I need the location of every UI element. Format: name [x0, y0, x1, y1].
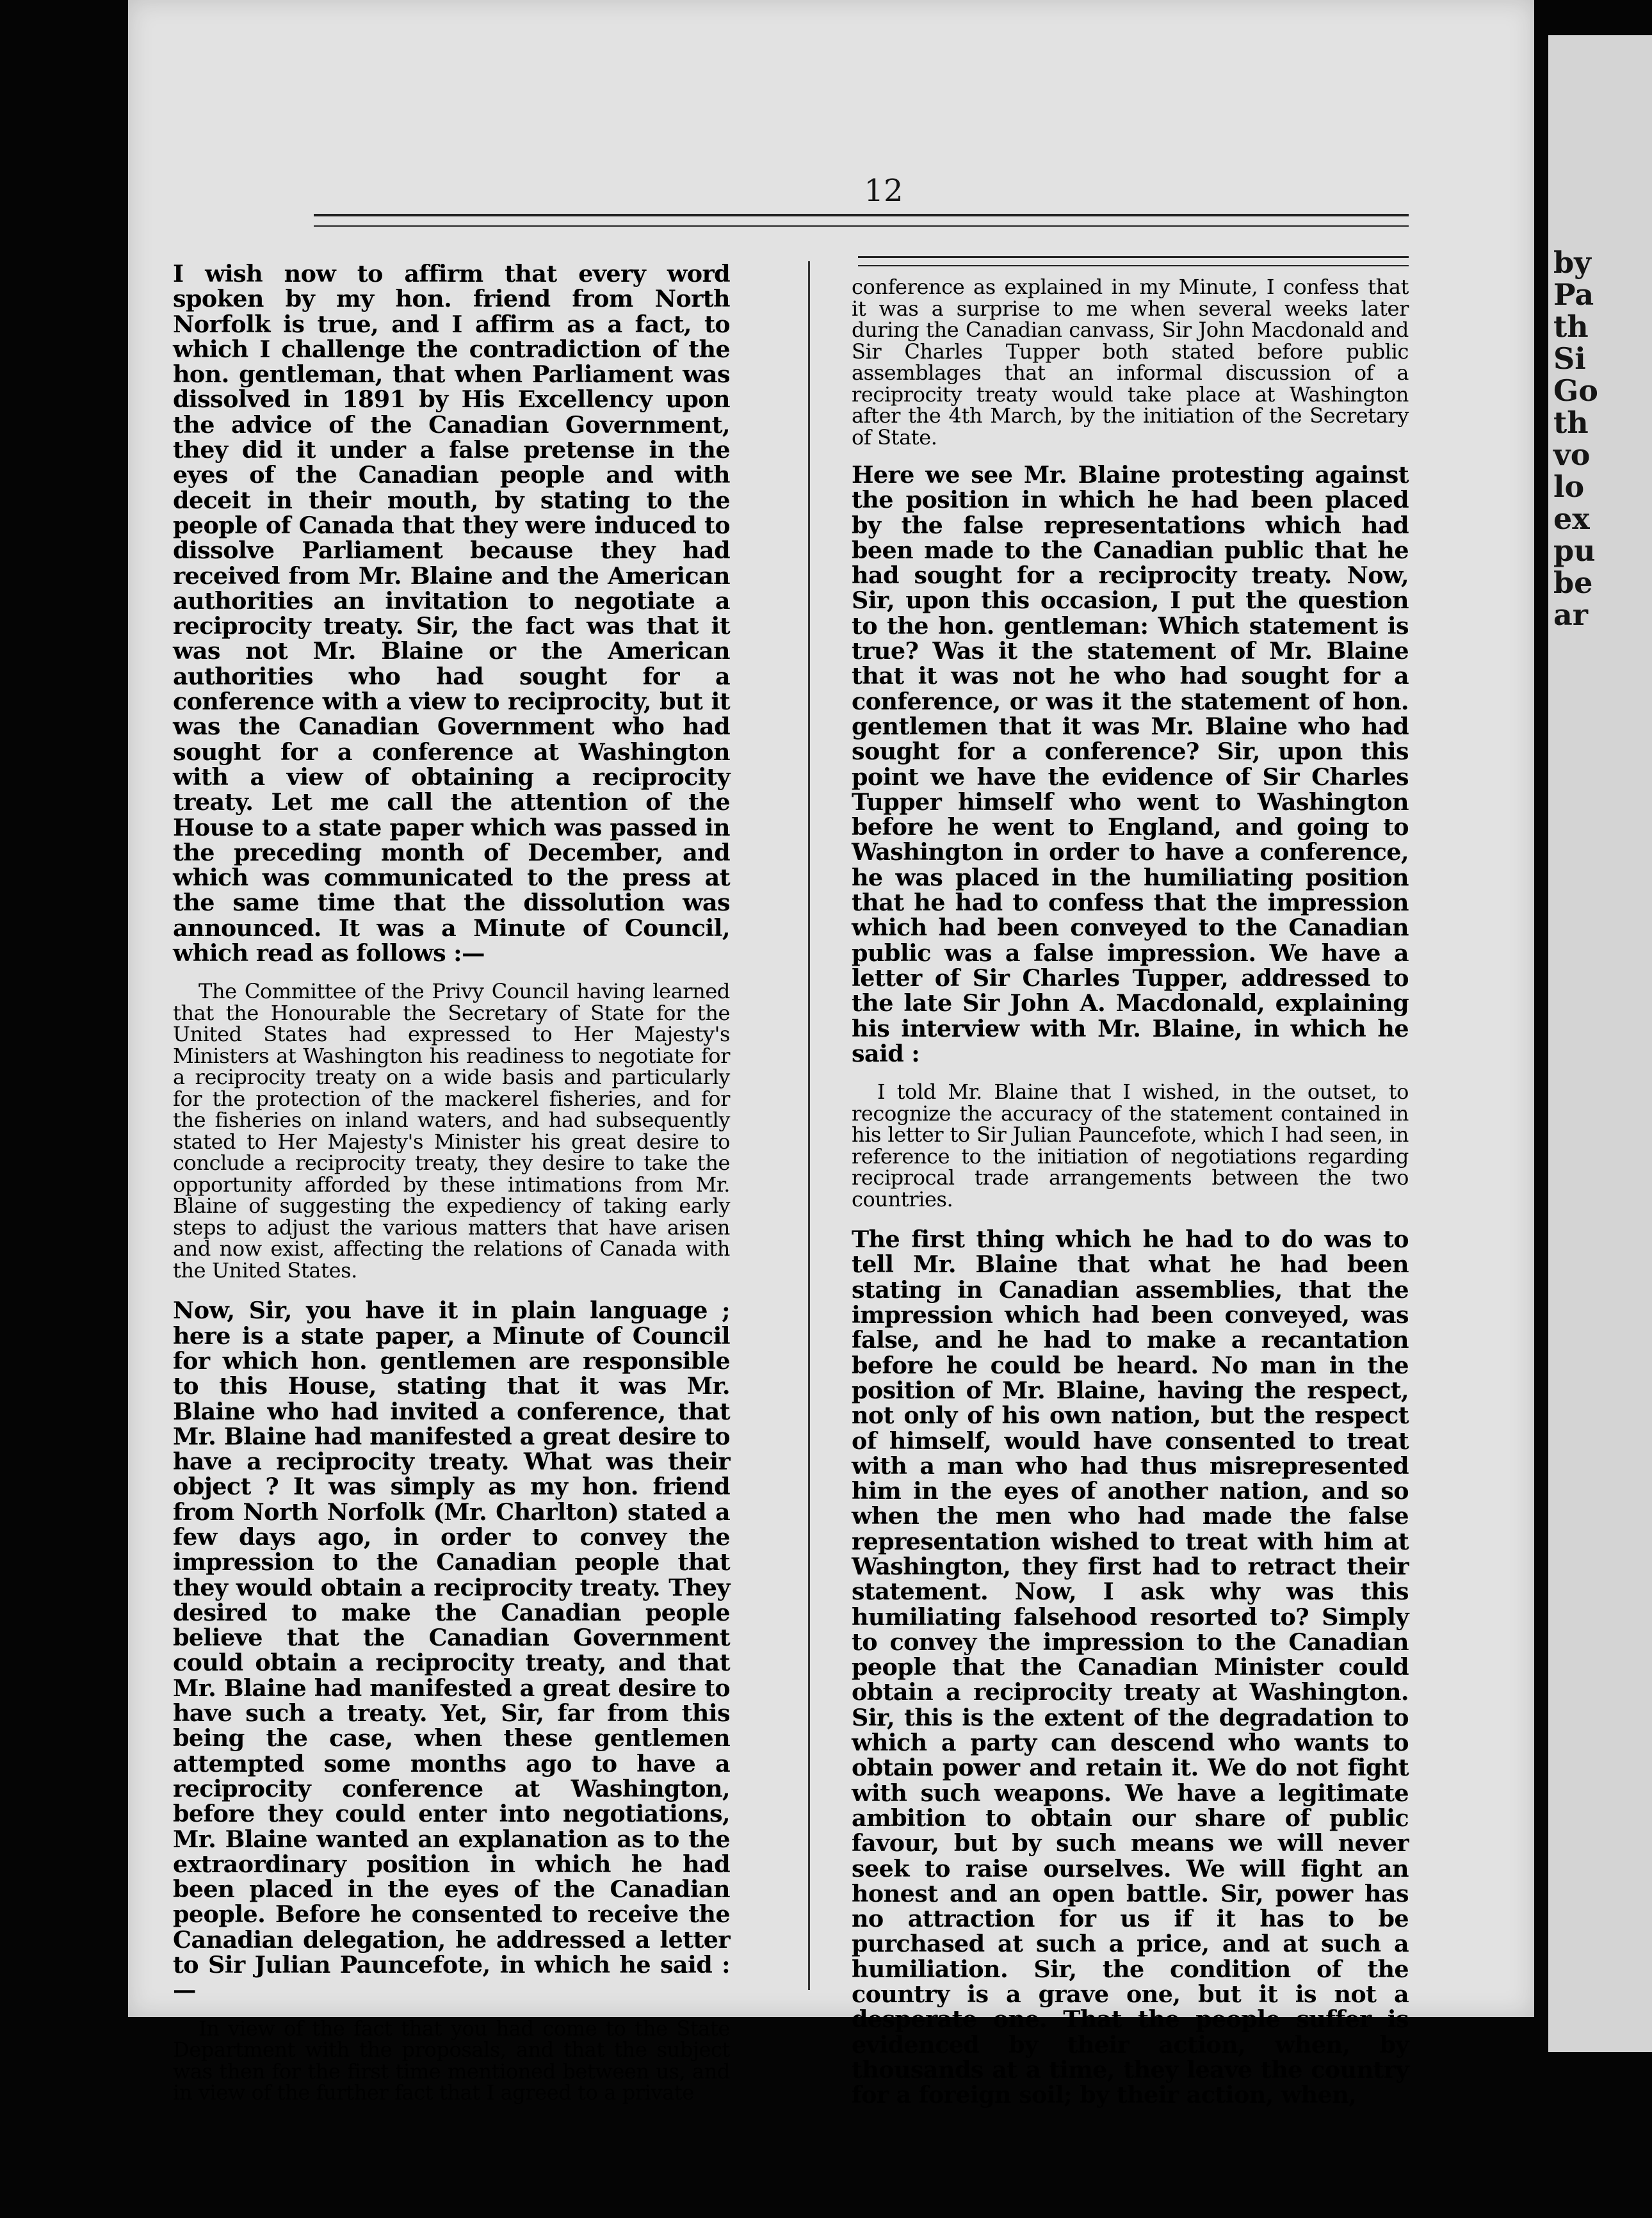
left-column-body-paragraph: I wish now to affirm that every word spoken by my hon. friend from North Norfolk is true, and I affirm as a fact, to which I challenge the contradiction of the hon. gentleman, that when Parliament was dissolved in 1891 by His Excellency upon the advice of the Canadian Government, they did it under a false pretense in the eyes of the Canadian people and with deceit in their mouth, by stating to the people of Canada that they were induced to dissolve Parliament because they had received from Mr. Blaine and the American authorities an invitation to negotiate a reciprocity treaty. Sir, the fact was that it was not Mr. Blaine or the American authorities who had sought for a conference with a view to reciprocity, but it was the Canadian Government who had sought for a conference at Washington with a view of obtaining a reciprocity treaty. Let me call the attention of the House to a state paper which was passed in the preceding month of December, and which was communicated to the press at the same time that the dissolution was announced. It was a Minute of Council, which read as follows :— [173, 260, 730, 967]
page-number: 12 [864, 173, 903, 209]
adjacent-page-fragment: Pa [1553, 277, 1594, 312]
adjacent-page-fragment: Si [1553, 341, 1586, 376]
adjacent-page-fragment: ar [1553, 597, 1589, 632]
adjacent-page-edge [1548, 35, 1652, 2052]
adjacent-page-fragment: lo [1553, 469, 1585, 504]
adjacent-page-fragment: vo [1553, 437, 1591, 472]
right-column-body-paragraph: The first thing which he had to do was to tell Mr. Blaine that what he had been stating in Canadian assemblies, that the impression which had been conveyed, was false, and he had to make a recantation before he could be heard. No man in the position of Mr. Blaine, having the respect, not only of his own nation, but the respect of himself, would have consented to treat with a man who had thus misrepresented him in the eyes of another nation, and so when the men who had made the false representation wished to treat with him at Washington, they first had to retract their statement. Now, I ask why was this humiliating falsehood resorted to? Simply to convey the impression to the Canadian people that the Canadian Minister could obtain a reciprocity treaty at Washington. Sir, this is the extent of the degradation to which a party can descend who wants to obtain power and retain it. We do not fight with such weapons. We have a legitimate ambition to obtain our share of public favour, but by such means we will never seek to raise ourselves. We will fight an honest and an open battle. Sir, power has no attraction for us if it has to be purchased at such a price, and at such a humiliation. Sir, the condition of the country is a grave one, but it is not a desperate one. That the people suffer is evidenced by their action, when, by thousands at a time, they leave the country for a foreign soil; by their action, when, [852, 1226, 1409, 2109]
adjacent-page-fragment: th [1553, 405, 1589, 440]
adjacent-page-fragment: th [1553, 309, 1589, 344]
right-column-lead-paragraph: conference as explained in my Minute, I confess that it was a surprise to me when several weeks later during the Canadian canvass, Sir John Macdonald and Sir Charles Tupper both stated before public assemblages that an informal discussion of a reciprocity treaty would take place at Washington after the 4th March, by the initiation of the Secretary of State. [852, 275, 1409, 449]
left-column [173, 261, 730, 2121]
right-column [852, 277, 1409, 2116]
adjacent-page-fragments [1548, 35, 1652, 631]
adjacent-page-fragment: be [1553, 565, 1593, 600]
header-rule-top [314, 214, 1409, 216]
left-column-body-paragraph: Now, Sir, you have it in plain language ; here is a state paper, a Minute of Council for which hon. gentlemen are responsible to this House, stating that it was Mr. Blaine who had invited a conference, that Mr. Blaine had manifested a great desire to have a reciprocity treaty. What was their object ? It was simply as my hon. friend from North Norfolk (Mr. Charlton) stated a few days ago, in order to convey the impression to the Canadian people that they would obtain a reciprocity treaty. They desired to make the Canadian people believe that the Canadian Government could obtain a reciprocity treaty, and that Mr. Blaine had manifested a great desire to have such a treaty. Yet, Sir, far from this being the case, when these gentlemen attempted some months ago to have a reciprocity conference at Washington, before they could enter into negotiations, Mr. Blaine wanted an explanation as to the extraordinary position in which he had been placed in the eyes of the Canadian people. Before he consented to receive the Canadian delegation, he addressed a letter to Sir Julian Pauncefote, in which he said :— [173, 1297, 730, 2004]
right-column-body-paragraph: Here we see Mr. Blaine protesting against the position in which he had been placed by the false representations which had been made to the Canadian public that he had sought for a reciprocity treaty. Now, Sir, upon this occasion, I put the question to the hon. gentleman: Which statement is true? Was it the statement of Mr. Blaine that it was not he who had sought for a conference, or was it the statement of hon. gentlemen that it was Mr. Blaine who had sought for a conference? Sir, upon this point we have the evidence of Sir Charles Tupper himself who went to Washington before he went to England, and going to Washington in order to have a conference, he was placed in the humiliating position that he had to confess that the impression which had been conveyed to the Canadian public was a false impression. We have a letter of Sir Charles Tupper, addressed to the late Sir John A. Macdonald, explaining his interview with Mr. Blaine, in which he said : [852, 461, 1409, 1067]
adjacent-page-fragment: pu [1553, 533, 1596, 568]
column-divider [808, 261, 810, 1990]
right-column-quote-paragraph: I told Mr. Blaine that I wished, in the outset, to recognize the accuracy of the statement contained in his letter to Sir Julian Pauncefote, which I had seen, in reference to the initiation of negotiations regarding reciprocal trade arrangements between the two countries. [852, 1080, 1409, 1211]
adjacent-page-fragment: Go [1553, 373, 1598, 408]
header-rule-bottom [314, 225, 1409, 227]
adjacent-page-fragment: ex [1553, 501, 1590, 536]
header-rule-right-bottom [858, 265, 1409, 266]
left-column-quote-paragraph: The Committee of the Privy Council having learned that the Honourable the Secretary of State for the United States had expressed to Her Majesty's Ministers at Washington his readiness to negotiate for a reciprocity treaty on a wide basis and particularly for the protection of the mackerel fisheries, and for the fisheries on inland waters, and had subsequently stated to Her Majesty's Minister his great desire to conclude a reciprocity treaty, they desire to take the opportunity afforded by these intimations from Mr. Blaine of suggesting the expediency of taking early steps to adjust the various matters that have arisen and now exist, affecting the relations of Canada with the United States. [173, 979, 730, 1283]
left-column-quote-paragraph: In view of the fact that you had come to the State Department with the proposals, and that the subject was then for the first time mentioned between us, and in view of the further fact that I agreed to a private [173, 2016, 730, 2105]
header-rule-right-top [858, 256, 1409, 258]
adjacent-page-fragment: by [1553, 245, 1591, 280]
